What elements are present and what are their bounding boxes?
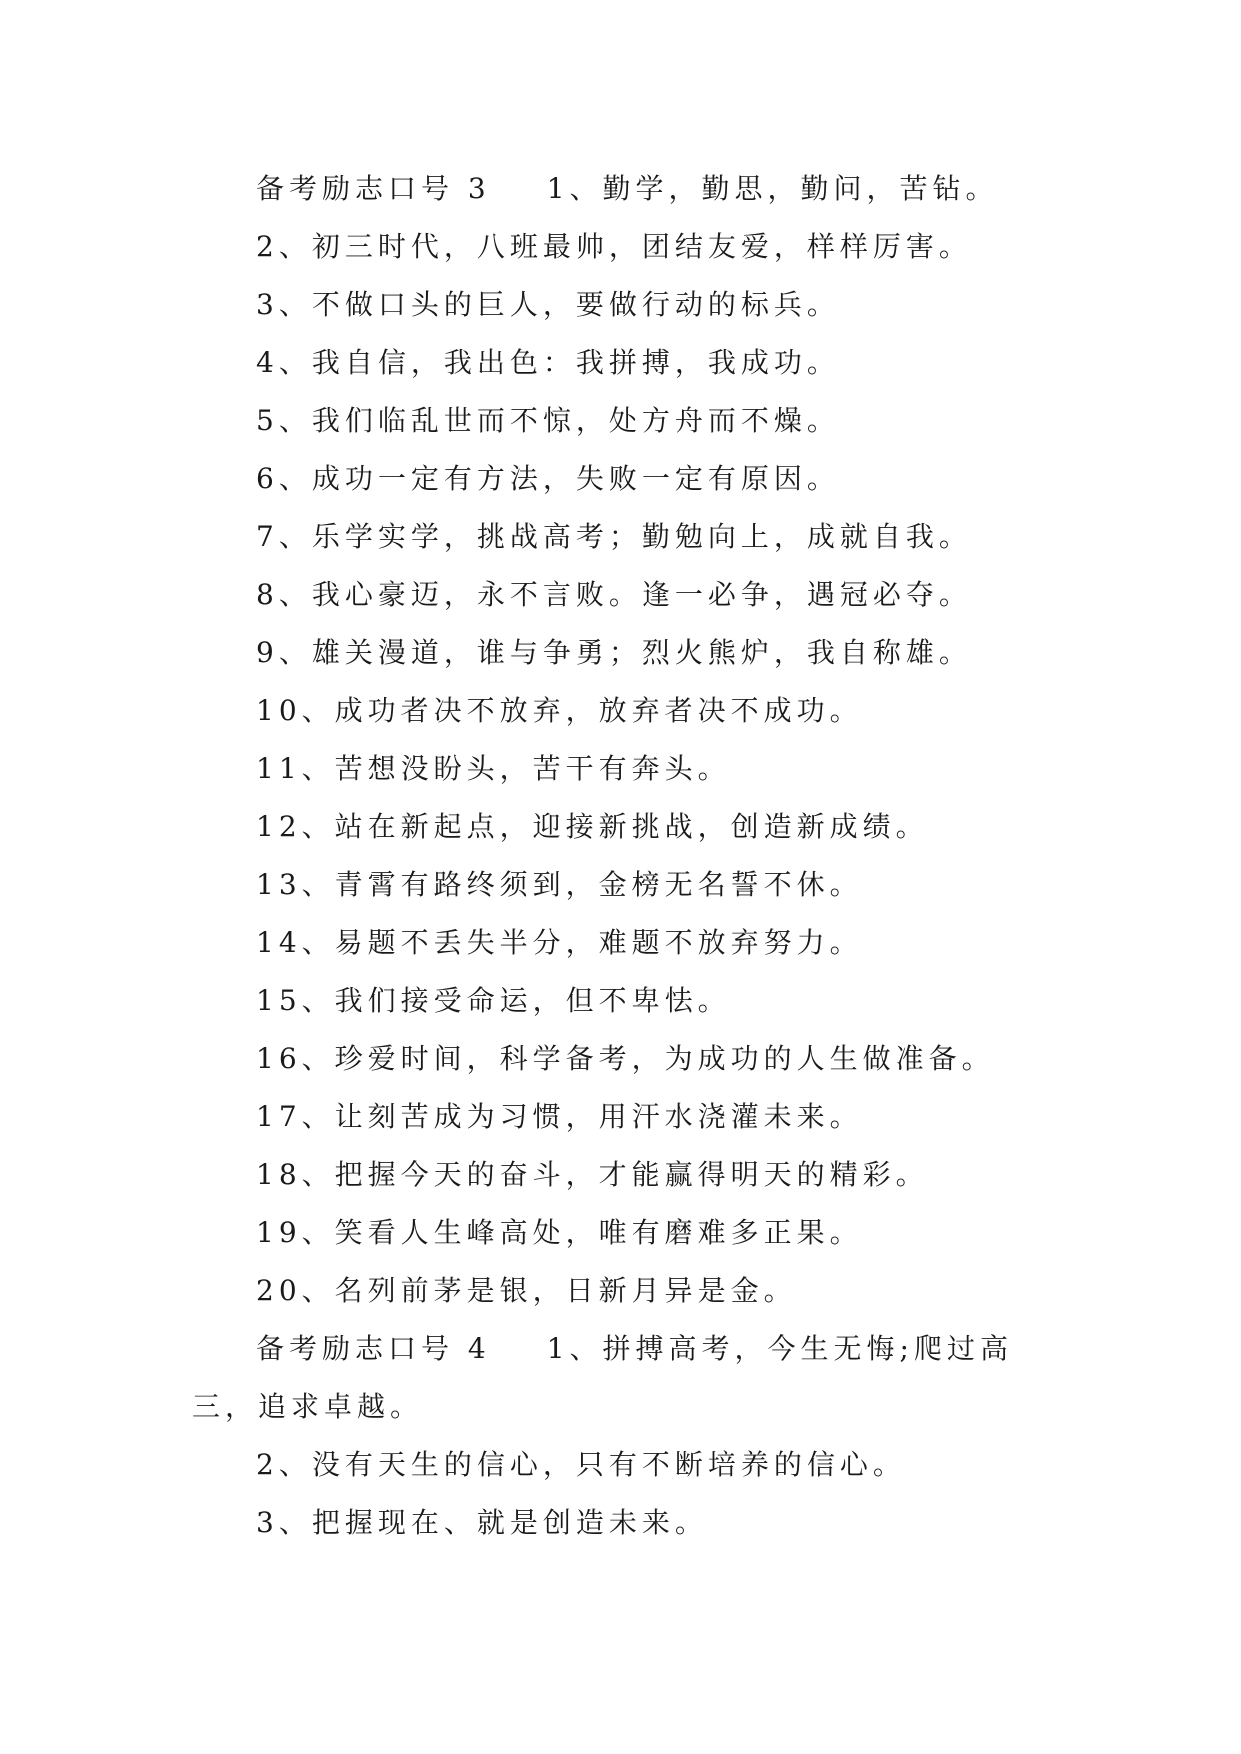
list-item: 13、青霄有路终须到，金榜无名誓不休。 [256, 868, 863, 901]
list-item: 3、把握现在、就是创造未来。 [256, 1506, 708, 1539]
list-item: 4、我自信，我出色：我拼搏，我成功。 [256, 346, 840, 379]
list-item: 1、拼搏高考，今生无悔;爬过高三，追求卓越。 [192, 1332, 1013, 1423]
list-item: 16、珍爱时间，科学备考，为成功的人生做准备。 [256, 1042, 995, 1075]
list-item: 19、笑看人生峰高处，唯有磨难多正果。 [256, 1216, 863, 1249]
slogan-text-block [192, 160, 1072, 1552]
list-item: 1、勤学，勤思，勤问，苦钻。 [546, 172, 999, 205]
list-item: 14、易题不丢失半分，难题不放弃努力。 [256, 926, 863, 959]
list-item: 18、把握今天的奋斗，才能赢得明天的精彩。 [256, 1158, 929, 1191]
list-item: 12、站在新起点，迎接新挑战，创造新成绩。 [256, 810, 929, 843]
section-3-heading-line [192, 160, 1072, 218]
list-item: 6、成功一定有方法，失败一定有原因。 [256, 462, 840, 495]
list-item: 17、让刻苦成为习惯，用汗水浇灌未来。 [256, 1100, 863, 1133]
list-item: 5、我们临乱世而不惊，处方舟而不燥。 [256, 404, 840, 437]
list-item: 15、我们接受命运，但不卑怯。 [256, 984, 731, 1017]
section-4-heading-line [192, 1320, 1072, 1436]
list-item: 10、成功者决不放弃，放弃者决不成功。 [256, 694, 863, 727]
list-item: 8、我心豪迈，永不言败。逢一必争，遇冠必夺。 [256, 578, 972, 611]
section-heading: 备考励志口号 4 [256, 1332, 491, 1365]
section-heading: 备考励志口号 3 [256, 172, 491, 205]
list-item: 2、初三时代，八班最帅，团结友爱，样样厉害。 [256, 230, 972, 263]
list-item: 20、名列前茅是银，日新月异是金。 [256, 1274, 797, 1307]
list-item: 3、不做口头的巨人，要做行动的标兵。 [256, 288, 840, 321]
list-item: 9、雄关漫道，谁与争勇；烈火熊炉，我自称雄。 [256, 636, 972, 669]
list-item: 7、乐学实学，挑战高考；勤勉向上，成就自我。 [256, 520, 972, 553]
list-item: 11、苦想没盼头，苦干有奔头。 [256, 752, 731, 785]
list-item: 2、没有天生的信心，只有不断培养的信心。 [256, 1448, 906, 1481]
